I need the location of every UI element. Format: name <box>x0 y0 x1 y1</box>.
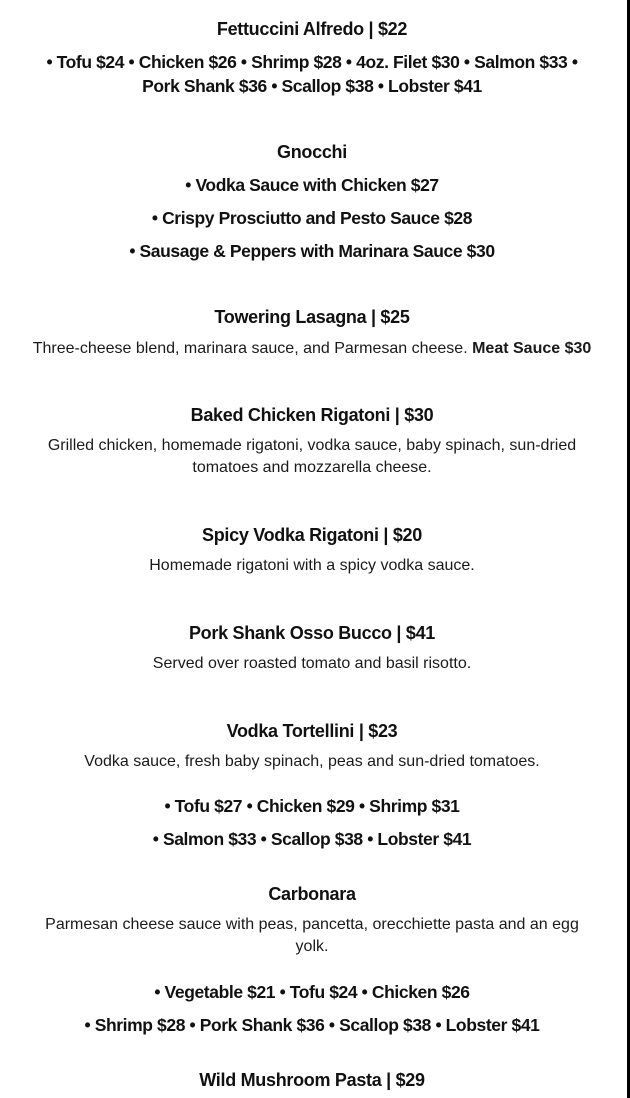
menu-item-description: Grilled chicken, homemade rigatoni, vodka sauce, baby spinach, sun-dried tomatoes and mozzarella cheese. <box>47 437 577 476</box>
menu-item-title: Spicy Vodka Rigatoni | $20 <box>202 525 422 545</box>
menu-item-description: Served over roasted tomato and basil risotto. <box>152 655 472 672</box>
menu-item-addons: • Vegetable $21 • Tofu $24 • Chicken $26 <box>154 982 470 1002</box>
menu-item-title: Baked Chicken Rigatoni | $30 <box>190 405 434 425</box>
menu-item-title: Carbonara <box>268 884 356 904</box>
menu-item-title: Vodka Tortellini | $23 <box>226 721 398 741</box>
menu-item-title: Wild Mushroom Pasta | $29 <box>199 1070 425 1090</box>
description-text: Three-cheese blend, marinara sauce, and Parmesan cheese. <box>32 340 468 357</box>
menu-item-addons: • Shrimp $28 • Pork Shank $36 • Scallop $38 • Lobster $41 <box>84 1015 540 1035</box>
menu-item-addons: • Salmon $33 • Scallop $38 • Lobster $41 <box>152 829 472 849</box>
menu-item-addons: Pork Shank $36 • Scallop $38 • Lobster $41 <box>142 76 482 96</box>
menu-item-title: Pork Shank Osso Bucco | $41 <box>188 623 436 643</box>
menu-item-addons: • Tofu $24 • Chicken $26 • Shrimp $28 • 4oz. Filet $30 • Salmon $33 • <box>46 52 578 72</box>
menu-item-addons: • Tofu $27 • Chicken $29 • Shrimp $31 <box>164 796 460 816</box>
menu-item-description <box>10 338 614 360</box>
menu-item-title: Towering Lasagna | $25 <box>214 307 410 327</box>
menu-item-title: Gnocchi <box>277 142 347 162</box>
menu-item-option: • Crispy Prosciutto and Pesto Sauce $28 <box>151 208 473 228</box>
menu-item-title: Fettuccini Alfredo | $22 <box>216 19 408 39</box>
menu-item-option: • Sausage & Peppers with Marinara Sauce $30 <box>129 241 495 261</box>
menu-item-description: Parmesan cheese sauce with peas, pancetta, orecchiette pasta and an egg yolk. <box>45 916 579 955</box>
menu-item-description: Vodka sauce, fresh baby spinach, peas and sun-dried tomatoes. <box>84 753 540 770</box>
menu-item-description: Homemade rigatoni with a spicy vodka sauce. <box>149 557 475 574</box>
menu-item-option: • Vodka Sauce with Chicken $27 <box>185 175 439 195</box>
menu-item-addon: Meat Sauce $30 <box>472 340 592 357</box>
